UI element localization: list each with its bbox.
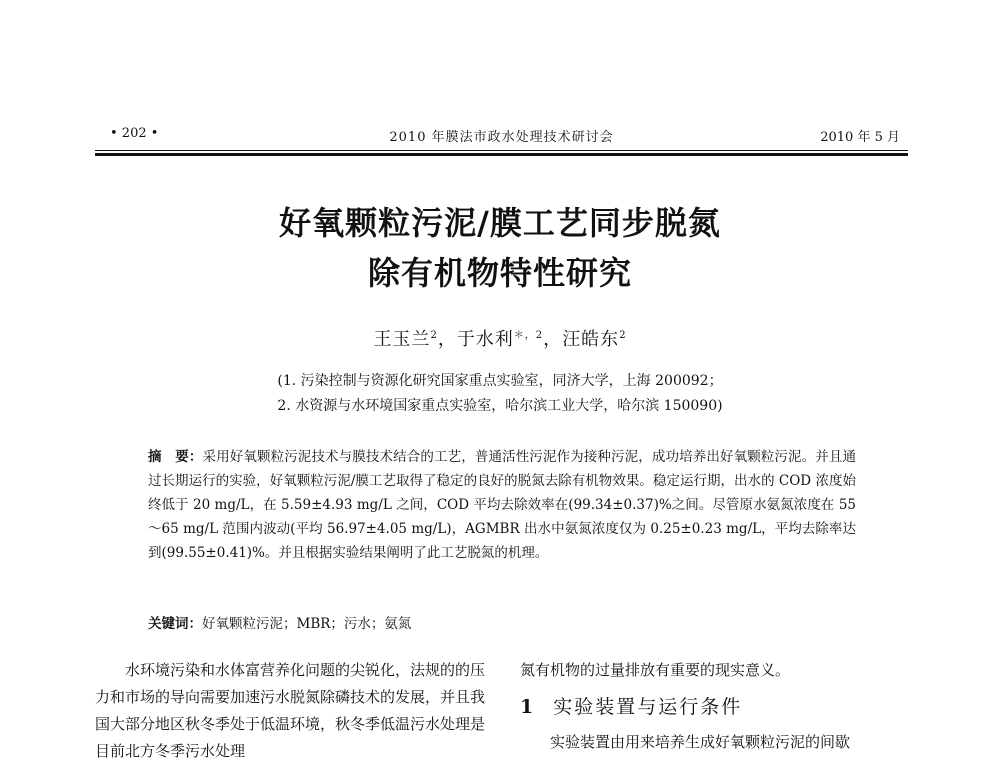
- body-column-right: [520, 657, 908, 756]
- section-title: 实验装置与运行条件: [553, 696, 743, 718]
- section-heading: [520, 694, 908, 721]
- author-affiliation-mark: ＊，2: [513, 330, 544, 341]
- paper-title-line-2: 除有机物特性研究: [367, 254, 632, 292]
- abstract-text: 采用好氧颗粒污泥技术与膜技术结合的工艺，普通活性污泥作为接种污泥，成功培养出好氧颗粒污泥。并且通过长期运行的实验，好氧颗粒污泥/膜工艺取得了稳定的良好的脱氮去除有机物效果。稳定运行期，出水的 COD 浓度始终低于 20 mg/L，在 5.59±4.93 mg/L 之间，COD 平均去除效率在(99.34±0.37)%之间。尽管原水氨氮浓度在 55～65 mg/L 范围内波动(平均 56.97±4.05 mg/L)，AGMBR 出水中氨氮浓度仅为 0.25±0.23 mg/L，平均去除率达到(99.55±0.41)%。并且根据实验结果阐明了此工艺脱氮的机理。: [148, 449, 857, 561]
- abstract: [148, 445, 856, 565]
- author-affiliation-mark: 2: [430, 330, 438, 341]
- conference-name: 2010 年膜法市政水处理技术研讨会: [389, 130, 614, 145]
- author-name: 于水利: [456, 329, 514, 350]
- publication-date: 2010 年 5 月: [820, 130, 900, 145]
- header-rule-thin: [95, 150, 908, 151]
- author-separator: ，: [543, 329, 563, 350]
- author-name: 汪皓东: [562, 329, 620, 350]
- body-column-left: [95, 657, 485, 765]
- keywords-label: 关键词：: [148, 616, 202, 632]
- paper-title-line-1: 好氧颗粒污泥/膜工艺同步脱氮: [279, 204, 721, 242]
- header-rule-thick: [95, 153, 908, 156]
- intro-paragraph: 水环境污染和水体富营养化问题的尖锐化，法规的的压力和市场的导向需要加速污水脱氮除磷技术的发展，并且我国大部分地区秋冬季处于低温环境，秋冬季低温污水处理是目前北方冬季污水处理: [95, 661, 486, 760]
- affiliation-line-2: 2. 水资源与水环境国家重点实验室，哈尔滨工业大学，哈尔滨 150090): [277, 398, 723, 414]
- page-number: • 202 •: [110, 126, 159, 141]
- section-number: 1: [520, 696, 536, 718]
- section-paragraph: 实验装置由用来培养生成好氧颗粒污泥的间歇: [550, 733, 851, 751]
- abstract-label: 摘 要：: [148, 449, 203, 465]
- keywords-text: 好氧颗粒污泥；MBR；污水；氨氮: [202, 616, 412, 632]
- author-list: [0, 325, 1000, 351]
- author-affiliation-mark: 2: [619, 330, 627, 341]
- intro-continuation: 氮有机物的过量排放有重要的现实意义。: [520, 661, 791, 679]
- page-header: [95, 126, 908, 148]
- author-separator: ，: [437, 329, 457, 350]
- keywords: [148, 612, 856, 632]
- author-name: 王玉兰: [373, 329, 431, 350]
- affiliation-line-1: (1. 污染控制与资源化研究国家重点实验室，同济大学，上海 200092；: [277, 373, 723, 389]
